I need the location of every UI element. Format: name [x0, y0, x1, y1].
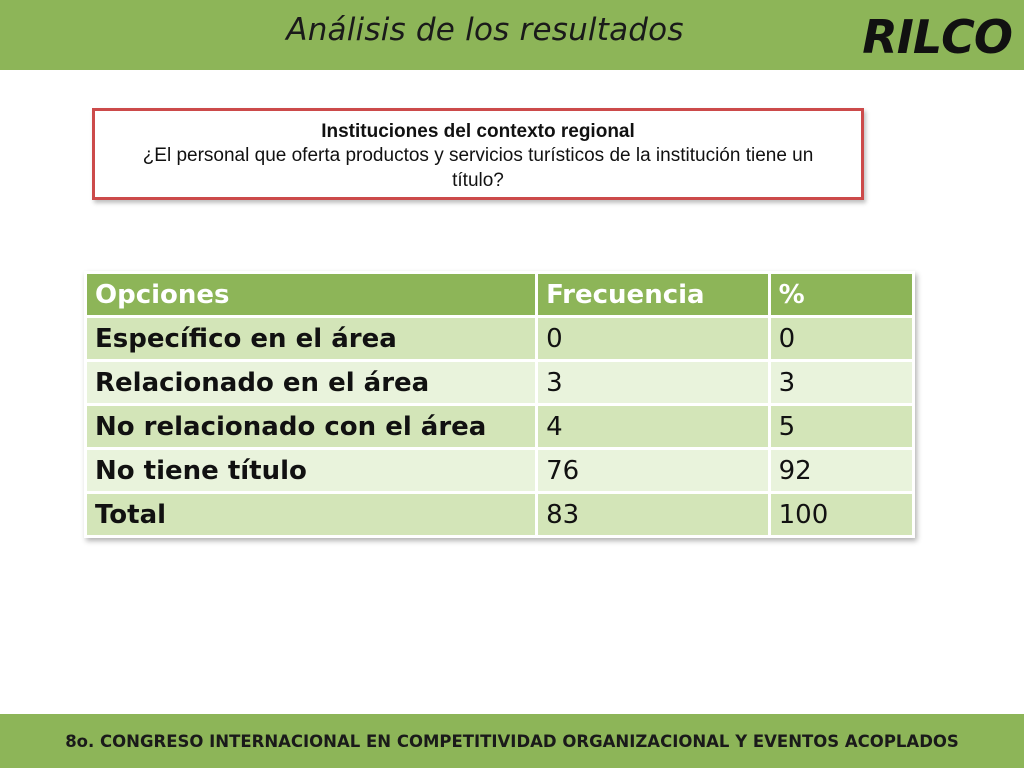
- table-row: [86, 449, 914, 493]
- header-bar: [0, 0, 1024, 70]
- frequency-cell: 83: [537, 493, 770, 537]
- header-opciones: Opciones: [86, 273, 537, 317]
- table-row-total: [86, 493, 914, 537]
- header-percent: %: [769, 273, 913, 317]
- question-box: [92, 108, 864, 200]
- option-cell: Relacionado en el área: [86, 361, 537, 405]
- page-title: Análisis de los resultados: [286, 12, 684, 48]
- percent-cell: 5: [769, 405, 913, 449]
- footer-text: 8o. CONGRESO INTERNACIONAL EN COMPETITIVIDAD ORGANIZACIONAL Y EVENTOS ACOPLADOS: [65, 732, 959, 751]
- option-cell: No tiene título: [86, 449, 537, 493]
- table-row: [86, 405, 914, 449]
- option-cell: No relacionado con el área: [86, 405, 537, 449]
- percent-cell: 3: [769, 361, 913, 405]
- frequency-cell: 4: [537, 405, 770, 449]
- option-cell: Total: [86, 493, 537, 537]
- percent-cell: 92: [769, 449, 913, 493]
- table-header-row: [86, 273, 914, 317]
- question-heading: Instituciones del contexto regional: [321, 121, 635, 142]
- frequency-cell: 76: [537, 449, 770, 493]
- frequency-cell: 3: [537, 361, 770, 405]
- results-table: [84, 271, 915, 538]
- percent-cell: 0: [769, 317, 913, 361]
- header-frecuencia: Frecuencia: [537, 273, 770, 317]
- option-cell: Específico en el área: [86, 317, 537, 361]
- question-text: ¿El personal que oferta productos y servicios turísticos de la institución tiene un título?: [142, 145, 814, 191]
- frequency-cell: 0: [537, 317, 770, 361]
- rilco-logo: RILCO: [862, 10, 1012, 64]
- table-row: [86, 317, 914, 361]
- footer-bar: [0, 714, 1024, 768]
- percent-cell: 100: [769, 493, 913, 537]
- table-row: [86, 361, 914, 405]
